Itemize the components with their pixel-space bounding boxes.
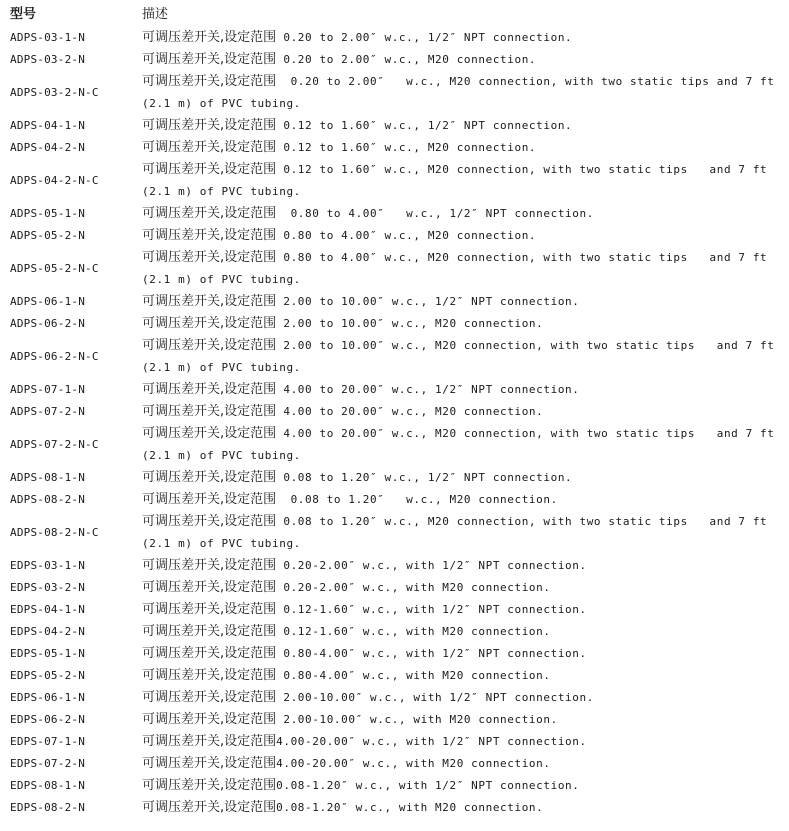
description-prefix: 可调压差开关,设定范围	[142, 668, 277, 683]
table-row	[10, 731, 780, 753]
description-prefix: 可调压差开关,设定范围	[142, 316, 277, 331]
model-cell: ADPS-05-1-N	[10, 207, 86, 220]
description-spec: 2.00 to 10.00″ w.c., M20 connection, with two static tips and 7 ft (2.1 m) of PVC tubing.	[142, 339, 782, 374]
table-row	[10, 159, 780, 203]
description-spec: 4.00 to 20.00″ w.c., M20 connection.	[276, 405, 544, 418]
description-spec: 4.00 to 20.00″ w.c., M20 connection, with two static tips and 7 ft (2.1 m) of PVC tubing.	[142, 427, 782, 462]
description-spec: 0.12 to 1.60″ w.c., M20 connection.	[276, 141, 537, 154]
description-spec: 0.20 to 2.00″ w.c., M20 connection, with two static tips and 7 ft (2.1 m) of PVC tubing.	[142, 75, 782, 110]
description-cell	[142, 577, 780, 599]
table-row	[10, 621, 780, 643]
description-prefix: 可调压差开关,设定范围	[142, 162, 277, 177]
model-cell: ADPS-04-2-N	[10, 141, 86, 154]
model-cell: EDPS-07-1-N	[10, 735, 86, 748]
model-cell: EDPS-05-2-N	[10, 669, 86, 682]
description-spec: 4.00-20.00″ w.c., with 1/2″ NPT connection.	[276, 735, 587, 748]
table-row	[10, 687, 780, 709]
model-cell: EDPS-06-1-N	[10, 691, 86, 704]
description-spec: 0.80 to 4.00″ w.c., 1/2″ NPT connection.	[276, 207, 594, 220]
table-row	[10, 797, 780, 819]
table-body	[10, 27, 780, 819]
table-row	[10, 137, 780, 159]
table-row	[10, 115, 780, 137]
description-spec: 0.08 to 1.20″ w.c., M20 connection.	[276, 493, 558, 506]
description-cell	[142, 665, 780, 687]
model-column-header: 型号	[10, 7, 37, 22]
table-row	[10, 709, 780, 731]
description-prefix: 可调压差开关,设定范围	[142, 492, 277, 507]
description-spec: 0.12 to 1.60″ w.c., M20 connection, with two static tips and 7 ft (2.1 m) of PVC tubing.	[142, 163, 775, 198]
description-cell	[142, 401, 780, 423]
model-cell: ADPS-08-1-N	[10, 471, 86, 484]
description-spec: 2.00 to 10.00″ w.c., 1/2″ NPT connection.	[276, 295, 580, 308]
description-cell	[142, 511, 780, 555]
table-row	[10, 247, 780, 291]
description-prefix: 可调压差开关,设定范围	[142, 228, 277, 243]
description-prefix: 可调压差开关,设定范围	[142, 778, 277, 793]
description-cell	[142, 247, 780, 291]
description-prefix: 可调压差开关,设定范围	[142, 602, 277, 617]
description-cell	[142, 71, 780, 115]
table-row	[10, 665, 780, 687]
description-prefix: 可调压差开关,设定范围	[142, 250, 277, 265]
description-cell	[142, 203, 780, 225]
description-cell	[142, 775, 780, 797]
model-cell: ADPS-07-1-N	[10, 383, 86, 396]
description-prefix: 可调压差开关,设定范围	[142, 294, 277, 309]
model-cell: ADPS-07-2-N-C	[10, 438, 99, 451]
description-cell	[142, 489, 780, 511]
description-cell	[142, 621, 780, 643]
description-cell	[142, 225, 780, 247]
description-cell	[142, 137, 780, 159]
table-row	[10, 775, 780, 797]
description-spec: 2.00-10.00″ w.c., with 1/2″ NPT connection.	[276, 691, 594, 704]
model-cell: EDPS-08-1-N	[10, 779, 86, 792]
description-spec: 0.12 to 1.60″ w.c., 1/2″ NPT connection.	[276, 119, 573, 132]
description-cell	[142, 313, 780, 335]
model-cell: ADPS-03-2-N	[10, 53, 86, 66]
table-row	[10, 401, 780, 423]
description-spec: 0.80-4.00″ w.c., with 1/2″ NPT connection.	[276, 647, 587, 660]
description-prefix: 可调压差开关,设定范围	[142, 624, 277, 639]
description-prefix: 可调压差开关,设定范围	[142, 734, 277, 749]
description-spec: 0.20 to 2.00″ w.c., M20 connection.	[276, 53, 537, 66]
description-spec: 4.00-20.00″ w.c., with M20 connection.	[276, 757, 551, 770]
description-prefix: 可调压差开关,设定范围	[142, 756, 277, 771]
description-prefix: 可调压差开关,设定范围	[142, 426, 277, 441]
description-cell	[142, 467, 780, 489]
description-spec: 0.08-1.20″ w.c., with M20 connection.	[276, 801, 544, 814]
table-row	[10, 423, 780, 467]
description-spec: 0.20 to 2.00″ w.c., 1/2″ NPT connection.	[276, 31, 573, 44]
description-spec: 0.12-1.60″ w.c., with M20 connection.	[276, 625, 551, 638]
model-cell: EDPS-05-1-N	[10, 647, 86, 660]
model-cell: EDPS-03-2-N	[10, 581, 86, 594]
description-cell	[142, 687, 780, 709]
model-cell: ADPS-08-2-N	[10, 493, 86, 506]
table-row	[10, 335, 780, 379]
description-prefix: 可调压差开关,设定范围	[142, 712, 277, 727]
table-row	[10, 555, 780, 577]
description-prefix: 可调压差开关,设定范围	[142, 800, 277, 815]
description-cell	[142, 335, 780, 379]
table-row	[10, 71, 780, 115]
description-prefix: 可调压差开关,设定范围	[142, 30, 277, 45]
model-cell: ADPS-05-2-N-C	[10, 262, 99, 275]
description-cell	[142, 599, 780, 621]
description-spec: 0.08 to 1.20″ w.c., M20 connection, with two static tips and 7 ft (2.1 m) of PVC tubing.	[142, 515, 775, 550]
model-cell: ADPS-06-1-N	[10, 295, 86, 308]
model-cell: EDPS-04-1-N	[10, 603, 86, 616]
model-cell: ADPS-03-2-N-C	[10, 86, 99, 99]
description-prefix: 可调压差开关,设定范围	[142, 558, 277, 573]
model-cell: ADPS-04-2-N-C	[10, 174, 99, 187]
description-cell	[142, 159, 780, 203]
model-cell: ADPS-05-2-N	[10, 229, 86, 242]
description-prefix: 可调压差开关,设定范围	[142, 52, 277, 67]
model-cell: EDPS-08-2-N	[10, 801, 86, 814]
description-prefix: 可调压差开关,设定范围	[142, 140, 277, 155]
description-spec: 0.80 to 4.00″ w.c., M20 connection, with two static tips and 7 ft (2.1 m) of PVC tubing.	[142, 251, 775, 286]
description-cell	[142, 753, 780, 775]
table-row	[10, 313, 780, 335]
table-row	[10, 489, 780, 511]
description-spec: 0.20-2.00″ w.c., with M20 connection.	[276, 581, 551, 594]
description-spec: 0.08-1.20″ w.c., with 1/2″ NPT connection.	[276, 779, 580, 792]
description-prefix: 可调压差开关,设定范围	[142, 206, 277, 221]
description-column-header: 描述	[142, 7, 169, 22]
model-spec-table	[10, 5, 780, 819]
description-spec: 0.12-1.60″ w.c., with 1/2″ NPT connection.	[276, 603, 587, 616]
description-prefix: 可调压差开关,设定范围	[142, 470, 277, 485]
description-spec: 0.20-2.00″ w.c., with 1/2″ NPT connection.	[276, 559, 587, 572]
description-cell	[142, 423, 780, 467]
description-cell	[142, 27, 780, 49]
model-cell: EDPS-06-2-N	[10, 713, 86, 726]
description-cell	[142, 731, 780, 753]
model-cell: EDPS-07-2-N	[10, 757, 86, 770]
model-cell: EDPS-04-2-N	[10, 625, 86, 638]
model-cell: ADPS-04-1-N	[10, 119, 86, 132]
description-spec: 4.00 to 20.00″ w.c., 1/2″ NPT connection.	[276, 383, 580, 396]
description-prefix: 可调压差开关,设定范围	[142, 404, 277, 419]
description-cell	[142, 555, 780, 577]
table-row	[10, 27, 780, 49]
table-row	[10, 203, 780, 225]
description-spec: 0.08 to 1.20″ w.c., 1/2″ NPT connection.	[276, 471, 573, 484]
description-spec: 0.80 to 4.00″ w.c., M20 connection.	[276, 229, 537, 242]
description-spec: 2.00 to 10.00″ w.c., M20 connection.	[276, 317, 544, 330]
model-cell: EDPS-03-1-N	[10, 559, 86, 572]
description-cell	[142, 291, 780, 313]
table-row	[10, 643, 780, 665]
table-row	[10, 379, 780, 401]
description-prefix: 可调压差开关,设定范围	[142, 382, 277, 397]
model-cell: ADPS-03-1-N	[10, 31, 86, 44]
model-cell: ADPS-06-2-N	[10, 317, 86, 330]
table-row	[10, 467, 780, 489]
table-row	[10, 291, 780, 313]
model-cell: ADPS-06-2-N-C	[10, 350, 99, 363]
table-row	[10, 49, 780, 71]
description-prefix: 可调压差开关,设定范围	[142, 118, 277, 133]
description-cell	[142, 49, 780, 71]
description-cell	[142, 115, 780, 137]
description-cell	[142, 797, 780, 819]
description-prefix: 可调压差开关,设定范围	[142, 690, 277, 705]
table-row	[10, 577, 780, 599]
description-spec: 2.00-10.00″ w.c., with M20 connection.	[276, 713, 558, 726]
description-cell	[142, 643, 780, 665]
description-spec: 0.80-4.00″ w.c., with M20 connection.	[276, 669, 551, 682]
description-cell	[142, 709, 780, 731]
model-cell: ADPS-07-2-N	[10, 405, 86, 418]
description-prefix: 可调压差开关,设定范围	[142, 580, 277, 595]
table-row	[10, 511, 780, 555]
description-cell	[142, 379, 780, 401]
header-row	[10, 5, 780, 27]
description-prefix: 可调压差开关,设定范围	[142, 646, 277, 661]
description-prefix: 可调压差开关,设定范围	[142, 338, 277, 353]
table-header	[10, 5, 780, 27]
table-row	[10, 753, 780, 775]
model-cell: ADPS-08-2-N-C	[10, 526, 99, 539]
table-row	[10, 599, 780, 621]
description-prefix: 可调压差开关,设定范围	[142, 74, 277, 89]
table-row	[10, 225, 780, 247]
description-prefix: 可调压差开关,设定范围	[142, 514, 277, 529]
